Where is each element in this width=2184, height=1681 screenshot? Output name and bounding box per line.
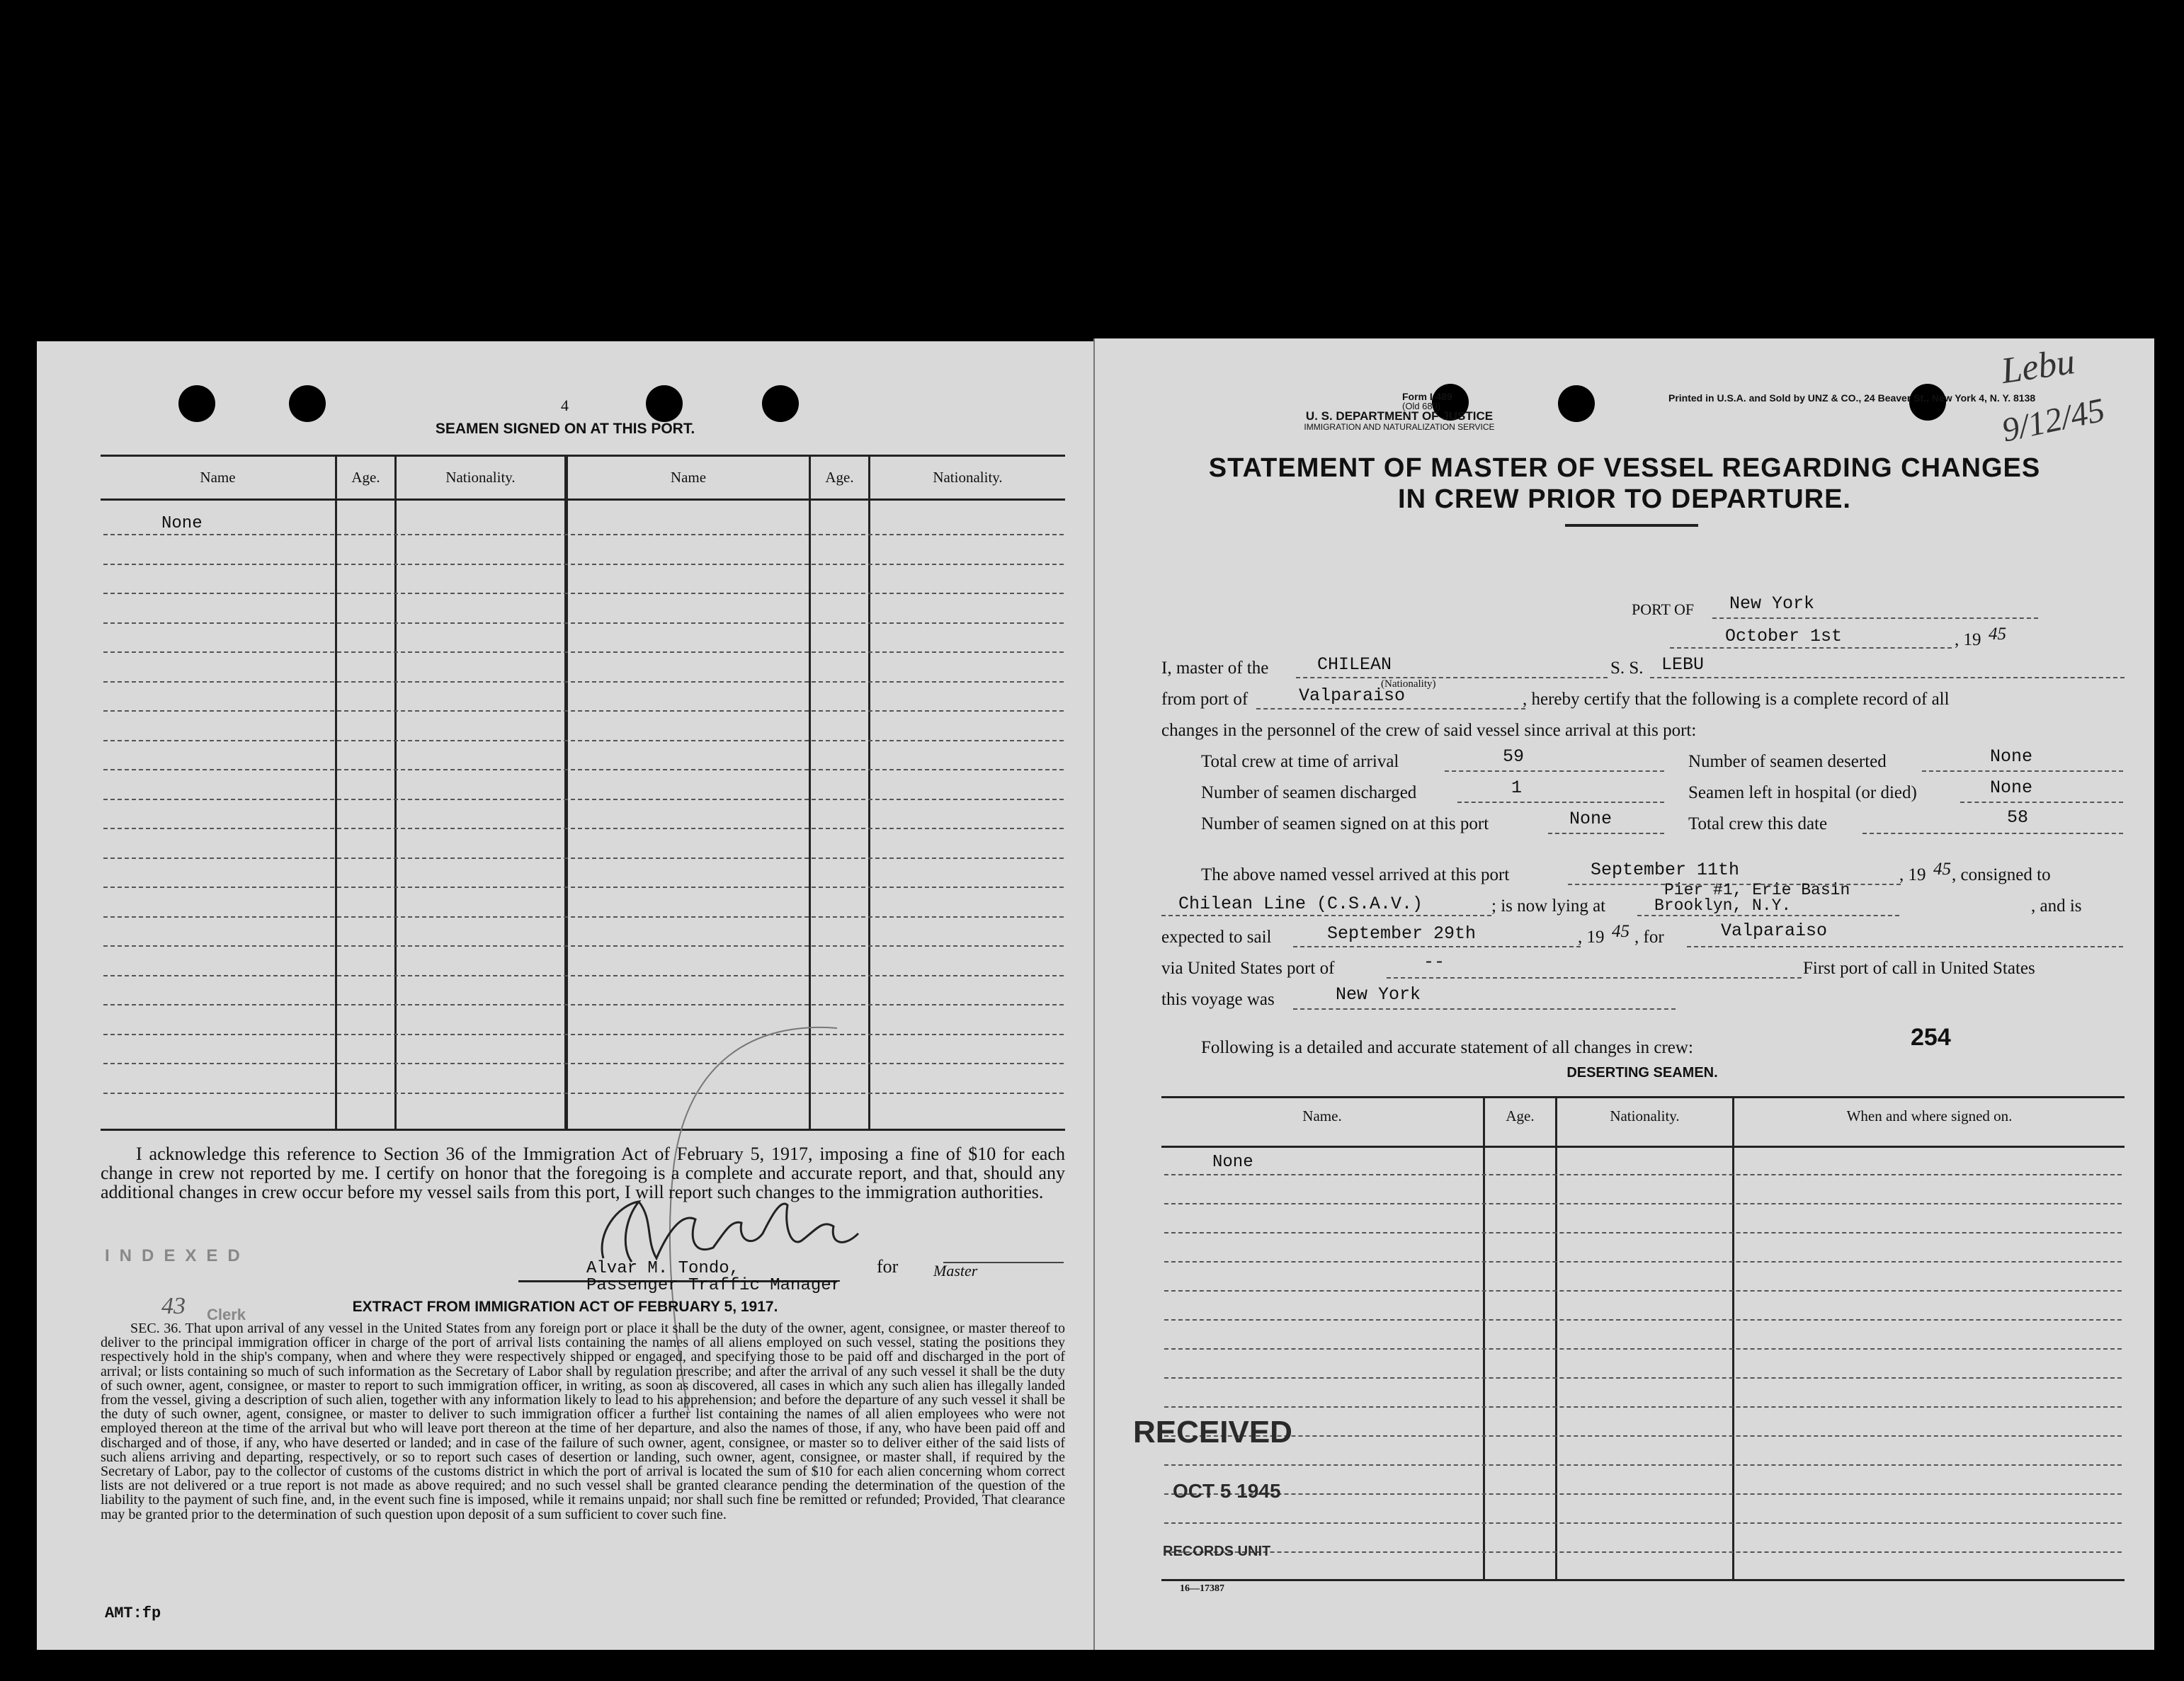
ruled-row <box>1164 1319 2122 1321</box>
deserting-title: DESERTING SEAMEN. <box>1566 1065 1718 1081</box>
ruled-row <box>103 534 1064 535</box>
column-header-name: Name <box>200 469 236 486</box>
pier-value-1: Pier #1, Erie Basin <box>1664 881 1850 899</box>
clerk-stamp: Clerk <box>207 1306 246 1323</box>
ruled-row <box>1164 1464 2122 1466</box>
ruled-row <box>103 740 1064 741</box>
via-value: -- <box>1423 952 1445 972</box>
deserted-label: Number of seamen deserted <box>1688 752 1887 771</box>
year-value: 45 <box>1989 625 2006 644</box>
ruled-row <box>1164 1551 2122 1553</box>
destination-value: Valparaiso <box>1721 921 1828 941</box>
ruled-row <box>103 1093 1064 1094</box>
punch-hole <box>289 385 326 422</box>
port-line <box>1712 617 2038 619</box>
deserting-table-header-rule <box>1161 1146 2125 1148</box>
deserting-table-bottom <box>1161 1579 2125 1581</box>
year-prefix: , 19 <box>1955 630 1981 649</box>
date-line <box>1670 647 1952 649</box>
discharged-value: 1 <box>1511 777 1523 798</box>
ruled-row <box>103 1063 1064 1064</box>
table-header-rule <box>101 498 1065 501</box>
ruled-row <box>103 828 1064 829</box>
form-number: Form I-489 <box>1402 391 1452 402</box>
nationality-line <box>1296 677 1608 678</box>
form-code: 16—17387 <box>1180 1583 1224 1594</box>
ruled-row <box>1164 1232 2122 1233</box>
hospital-line <box>1960 802 2123 803</box>
consignee-line <box>1161 915 1491 916</box>
ruled-row <box>1164 1290 2122 1292</box>
ruled-row <box>103 651 1064 653</box>
ruled-row <box>1164 1377 2122 1379</box>
extract-title: EXTRACT FROM IMMIGRATION ACT OF FEBRUARY 5, 1917. <box>352 1299 778 1315</box>
nationality-value: CHILEAN <box>1317 654 1392 675</box>
ship-value: LEBU <box>1661 654 1705 675</box>
ruled-row <box>103 1004 1064 1005</box>
consignee-value: Chilean Line (C.S.A.V.) <box>1178 894 1423 914</box>
acknowledgment-text: I acknowledge this reference to Section 36 of the Immigration Act of February 5, 1917, imposing a fine of $10 for each change in crew not reported by me. I certify on honor that the foregoing is a complete and accurate report, and that, should any additional changes in crew occur before my vessel sails from this port, I will report such changes to the immigration authorities. <box>101 1144 1065 1202</box>
master-of-label: I, master of the <box>1161 659 1269 678</box>
left-page <box>37 341 1093 1650</box>
clerk-number: 43 <box>161 1293 186 1319</box>
ruled-row <box>103 681 1064 683</box>
arrived-value: September 11th <box>1591 860 1740 880</box>
sail-value: September 29th <box>1327 923 1477 944</box>
sail-label: expected to sail <box>1161 928 1272 947</box>
punch-hole <box>646 385 683 422</box>
department: U. S. DEPARTMENT OF JUSTICE <box>1305 409 1494 423</box>
ruled-row <box>103 887 1064 888</box>
column-rule <box>868 455 870 1129</box>
voyage-label: this voyage was <box>1161 990 1275 1009</box>
arrived-year: 45 <box>1933 860 1951 879</box>
total-crew-arrival-value: 59 <box>1503 746 1525 767</box>
deserted-value: None <box>1990 746 2033 767</box>
received-stamp: RECEIVED <box>1133 1415 1292 1449</box>
ruled-row <box>1164 1174 2122 1175</box>
punch-hole <box>762 385 799 422</box>
service: IMMIGRATION AND NATURALIZATION SERVICE <box>1304 422 1495 432</box>
ruled-row <box>103 857 1064 859</box>
column-header-nationality: Nationality. <box>933 469 1003 486</box>
signature <box>589 1191 901 1269</box>
ruled-row <box>1164 1261 2122 1263</box>
table-top-rule <box>101 455 1065 457</box>
table-bottom-rule <box>101 1129 1065 1131</box>
indexed-stamp: INDEXED <box>105 1246 250 1265</box>
ruled-row <box>103 622 1064 624</box>
section-title: SEAMEN SIGNED ON AT THIS PORT. <box>435 421 695 437</box>
arrived-year-prefix: , 19 <box>1899 865 1926 884</box>
column-rule <box>1732 1096 1734 1579</box>
total-crew-arrival-label: Total crew at time of arrival <box>1201 752 1399 771</box>
title-underline <box>1565 524 1698 527</box>
ruled-row <box>103 1034 1064 1035</box>
sail-line <box>1293 946 1581 947</box>
deserting-first-entry: None <box>1212 1153 1253 1172</box>
ruled-row <box>103 564 1064 565</box>
total-crew-date-label: Total crew this date <box>1688 814 1828 833</box>
column-header-nationality: Nationality. <box>445 469 516 486</box>
signer-title: Passenger Traffic Manager <box>586 1276 842 1295</box>
sail-year: 45 <box>1612 922 1630 941</box>
column-header-name: Name <box>670 469 707 486</box>
column-rule <box>1483 1096 1485 1579</box>
ruled-row <box>1164 1493 2122 1495</box>
and-is-label: , and is <box>2031 896 2082 916</box>
signer-name: Alvar M. Tondo, <box>586 1259 740 1278</box>
printer-line: Printed in U.S.A. and Sold by UNZ & CO., 24 Beaver St., New York 4, N. Y. 8138 <box>1668 392 2036 404</box>
for-label: for <box>877 1256 899 1277</box>
lying-label: ; is now lying at <box>1491 896 1606 916</box>
column-header-name: Name. <box>1302 1107 1342 1124</box>
column-header-age: Age. <box>351 469 380 486</box>
ruled-row <box>1164 1435 2122 1437</box>
signed-on-value: None <box>1569 809 1613 829</box>
consigned-label: , consigned to <box>1952 865 2051 884</box>
ruled-row <box>1164 1406 2122 1408</box>
port-label: PORT OF <box>1632 600 1695 618</box>
destination-line <box>1687 946 2123 947</box>
deserting-table-top <box>1161 1096 2125 1098</box>
from-port-line <box>1256 708 1525 710</box>
form-old-number: (Old 689) <box>1402 401 1441 411</box>
port-value: New York <box>1729 593 1815 614</box>
pier-value-2: Brooklyn, N.Y. <box>1654 896 1792 915</box>
pier-line <box>1637 915 1899 916</box>
ruled-row <box>1164 1348 2122 1350</box>
typist-initials: AMT:fp <box>105 1605 161 1622</box>
signed-on-label: Number of seamen signed on at this port <box>1201 814 1489 833</box>
ruled-row <box>1164 1522 2122 1524</box>
column-rule <box>394 455 397 1129</box>
ruled-row <box>103 593 1064 594</box>
master-label: Master <box>933 1262 978 1280</box>
via-label: via United States port of <box>1161 959 1335 978</box>
stamp-number: 254 <box>1911 1024 1951 1051</box>
column-header-age: Age. <box>1506 1107 1535 1124</box>
form-title-line-2: IN CREW PRIOR TO DEPARTURE. <box>1398 484 1851 514</box>
column-header-signed-on: When and where signed on. <box>1846 1107 2013 1124</box>
hospital-label: Seamen left in hospital (or died) <box>1688 783 1917 802</box>
ruled-row <box>103 945 1064 947</box>
certify-text: , hereby certify that the following is a complete record of all <box>1523 690 1950 709</box>
handwritten-date: 9/12/45 <box>1998 391 2108 450</box>
from-port-value: Valparaiso <box>1299 685 1406 706</box>
received-date: OCT 5 1945 <box>1173 1480 1281 1502</box>
from-port-label: from port of <box>1161 690 1249 709</box>
ship-line <box>1650 677 2125 678</box>
voyage-value: New York <box>1336 984 1421 1005</box>
column-rule <box>335 455 337 1129</box>
changes-text: changes in the personnel of the crew of said vessel since arrival at this port: <box>1161 721 1697 740</box>
arrived-label: The above named vessel arrived at this port <box>1201 865 1510 884</box>
discharged-line <box>1457 802 1664 803</box>
page-number: 4 <box>561 397 569 414</box>
first-port-label: First port of call in United States <box>1803 959 2035 978</box>
ruled-row <box>103 710 1064 712</box>
date-value: October 1st <box>1725 626 1843 646</box>
via-line <box>1387 977 1802 979</box>
ruled-row <box>103 769 1064 770</box>
for-label: , for <box>1634 928 1664 947</box>
column-rule <box>1555 1096 1557 1579</box>
ss-label: S. S. <box>1610 659 1644 678</box>
ruled-row <box>1164 1203 2122 1204</box>
section-36-text: SEC. 36. That upon arrival of any vessel in the United States from any foreign port or place it shall be the duty of the owner, agent, consignee, or master thereof to deliver to the principal immigration officer in charge of the port of arrival lists containing the names of all aliens employed on such vessel, stating the positions they respectively hold in the ship's company, when and where they were respectively shipped or engaged, and specifying those to be paid off and discharged in the port of arrival; or lists containing so much of such information as the Secretary of Labor shall by regulation prescribe; and after the arrival of any such vessel it shall be the duty of such owner, agent, consignee, or master to report to such immigration officer, in writing, as soon as discovered, all cases in which any such alien has illegally landed from the vessel, giving a description of such alien, together with any information likely to lead to his apprehension; and before the departure of any such vessel it shall be the duty of such owner, agent, consignee, or master to deliver to such immigration officer a further list containing the names of all alien employees who were not employed thereon at the time of the arrival but who will leave port thereon at the time of her departure, and also the names of those, if any, who have been paid off and discharged and of those, if any, who have deserted or landed; and in case of the failure of such owner, agent, consignee, or master so to deliver either of the said lists of such aliens arriving and departing, respectively, or so to report such cases of desertion or landing, such owner, agent, consignee, or master shall, if required by the Secretary of Labor, pay to the collector of customs of the customs district in which the port of arrival is located the sum of $10 for each alien concerning whom correct lists are not delivered or a true report is not made as above required; and no such vessel shall be granted clearance pending the determination of the question of the liability to the payment of such fine, and, in the event such fine is imposed, while it remains unpaid; nor shall such fine be remitted or refunded; Provided, That clearance may be granted prior to the determination of such question upon deposit of a sum sufficient to cover such fine. <box>101 1321 1065 1522</box>
total-crew-date-line <box>1862 833 2123 834</box>
column-header-age: Age. <box>825 469 854 486</box>
ruled-row <box>103 916 1064 918</box>
sail-year-prefix: , 19 <box>1578 928 1605 947</box>
ruled-row <box>103 799 1064 800</box>
total-crew-date-value: 58 <box>2007 807 2029 828</box>
ruled-row <box>103 975 1064 976</box>
punch-hole <box>178 385 215 422</box>
signed-on-first-entry: None <box>161 514 203 533</box>
total-crew-arrival-line <box>1445 770 1664 772</box>
following-label: Following is a detailed and accurate statement of all changes in crew: <box>1201 1038 1693 1057</box>
deserted-line <box>1922 770 2123 772</box>
column-rule <box>564 455 568 1129</box>
discharged-label: Number of seamen discharged <box>1201 783 1417 802</box>
signed-on-line <box>1548 833 1664 834</box>
records-unit: RECORDS UNIT <box>1163 1544 1271 1559</box>
right-page <box>1093 338 2154 1650</box>
column-header-nationality: Nationality. <box>1610 1107 1680 1124</box>
handwritten-ship: Lebu <box>1998 341 2078 392</box>
voyage-line <box>1293 1008 1676 1010</box>
hospital-value: None <box>1990 777 2033 798</box>
form-title-line-1: STATEMENT OF MASTER OF VESSEL REGARDING CHANGES <box>1208 453 2041 483</box>
nationality-caption: (Nationality) <box>1381 678 1436 690</box>
